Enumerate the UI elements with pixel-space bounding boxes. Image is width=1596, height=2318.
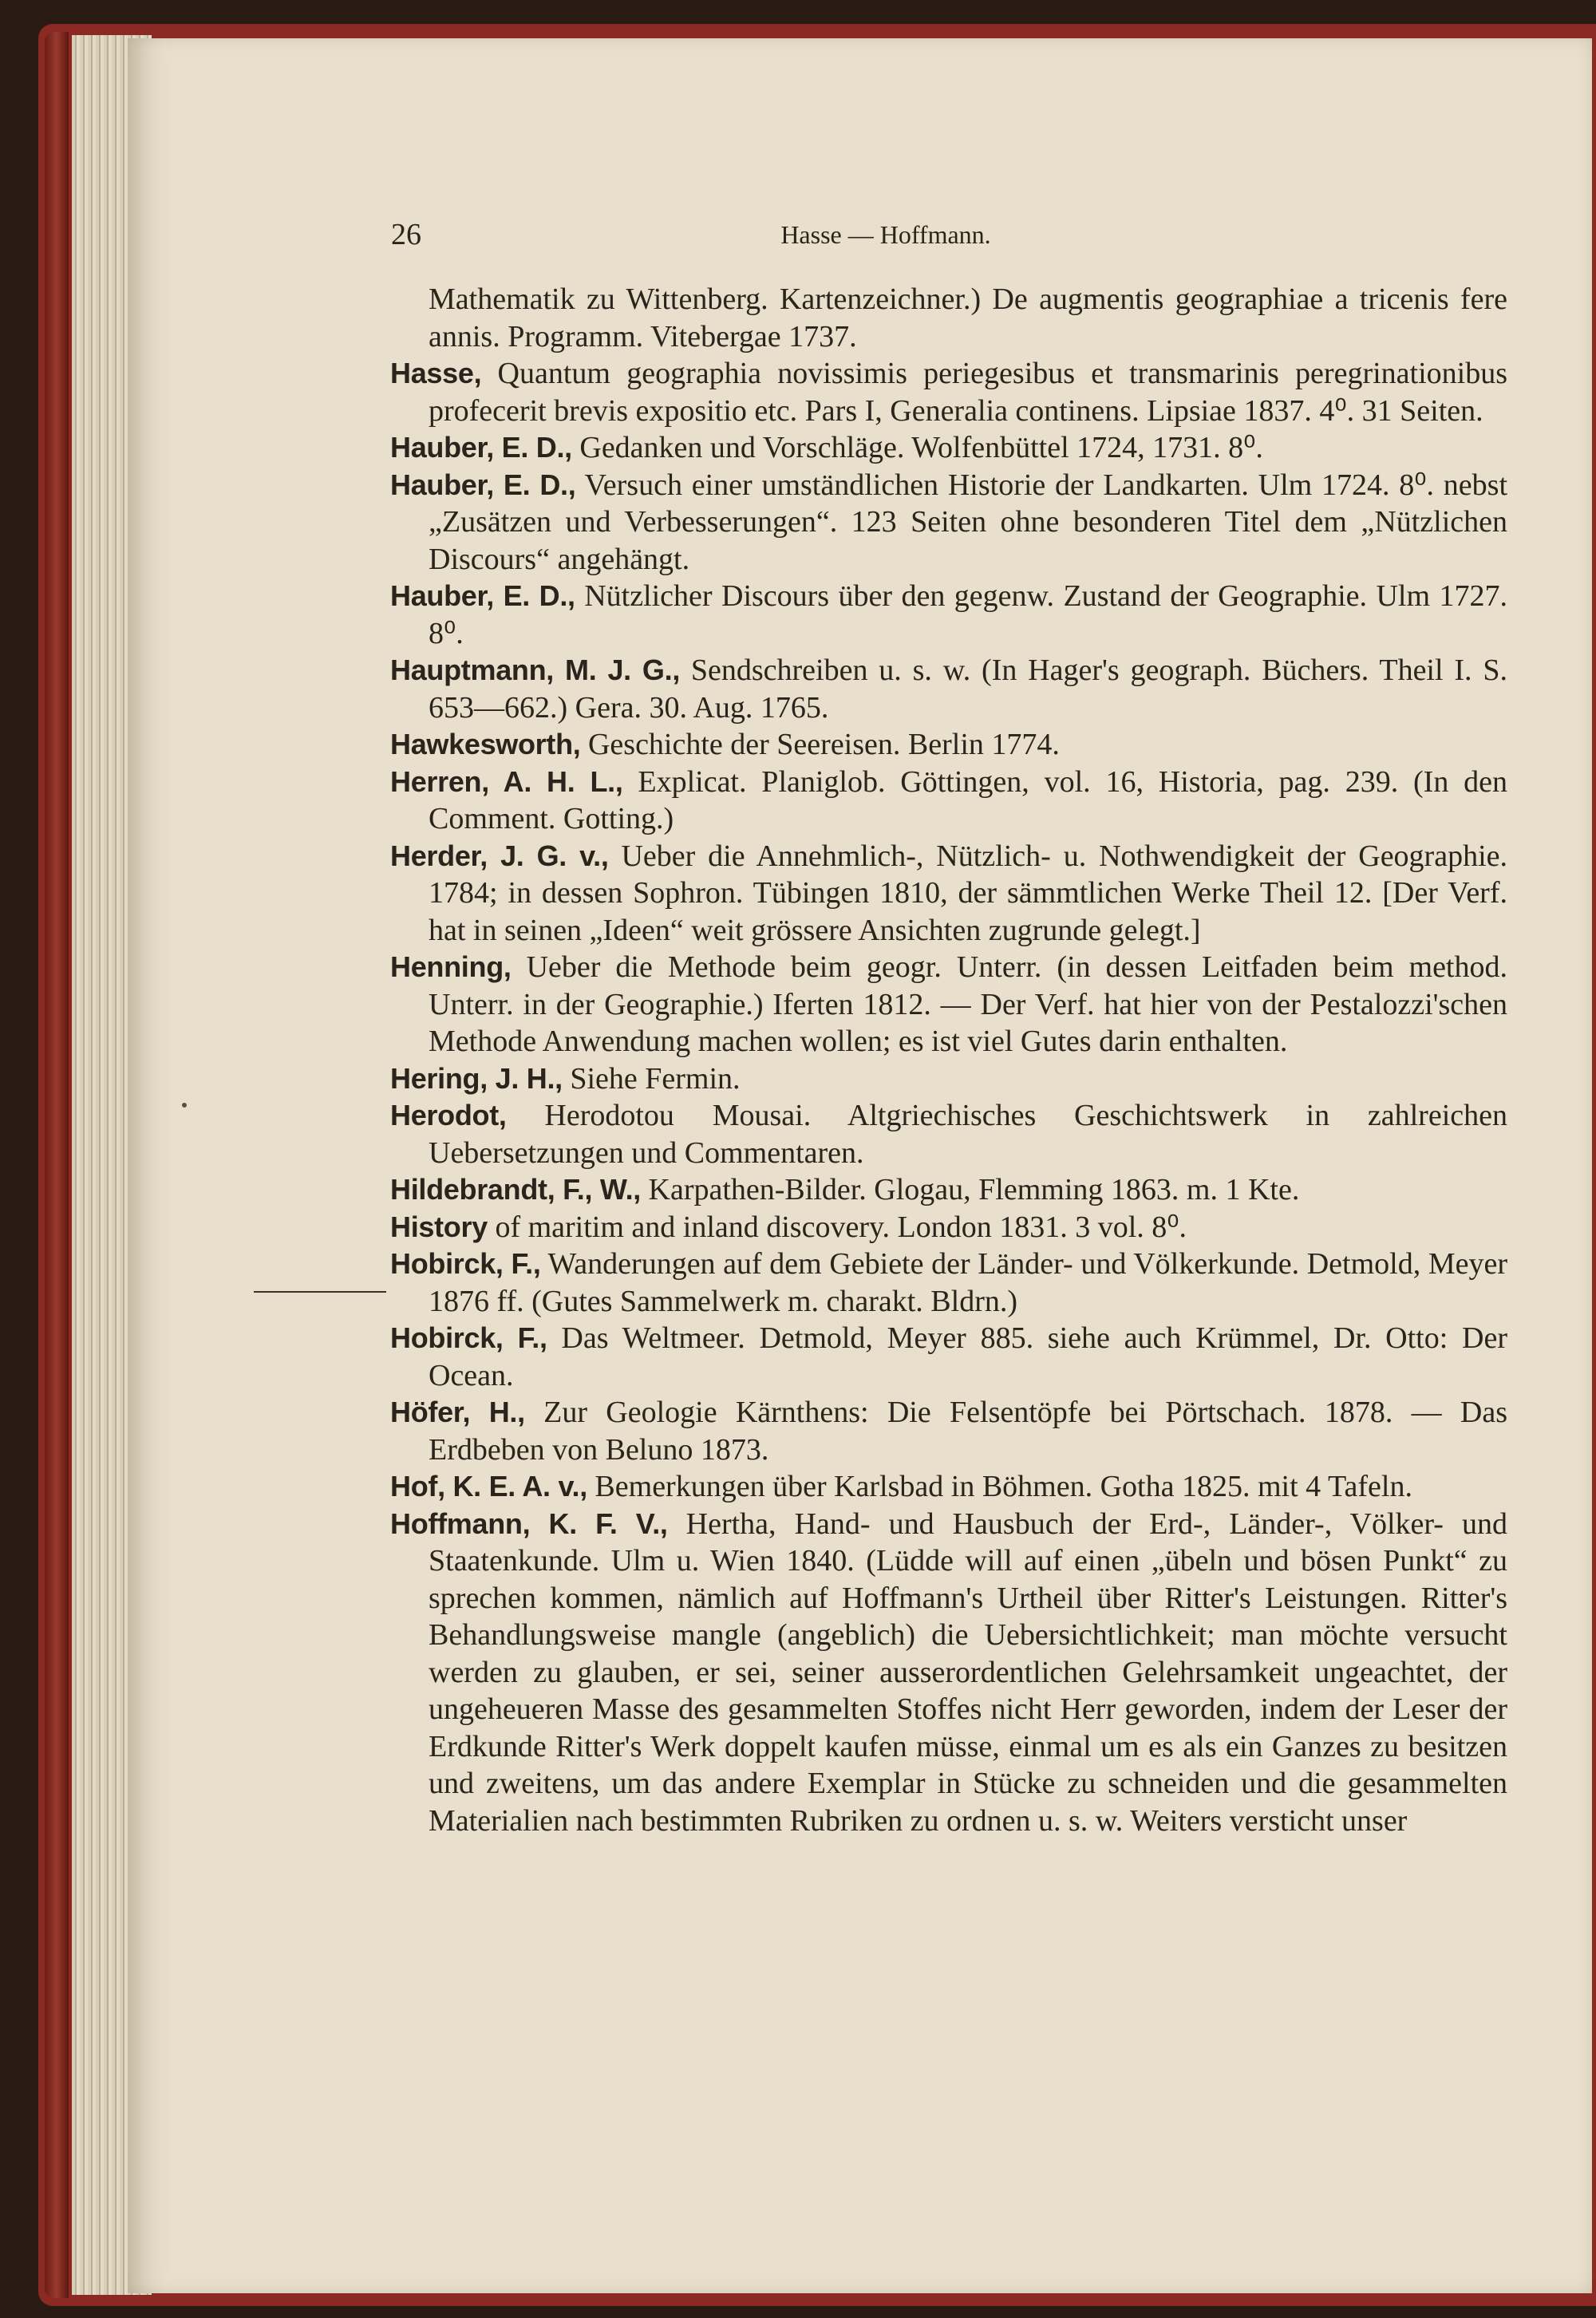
entry-text: Zur Geologie Kärnthens: Die Felsentöpfe bei Pörtschach. 1878. — Das Erdbeben von Beluno 1873. <box>429 1396 1507 1467</box>
margin-speck <box>182 1103 187 1108</box>
bibliography-entry <box>390 726 1507 764</box>
entry-author: Herder, J. G. v., <box>390 839 609 872</box>
bibliography-entry <box>390 355 1507 429</box>
bibliography-entry <box>390 1209 1507 1246</box>
entry-author: Hauber, E. D., <box>390 468 576 501</box>
entry-text: Quantum geographia novissimis periegesibus et transmarinis peregrinationibus profecerit brevis expositio etc. Pars I, Generalia continens. Lipsiae 1837. 4⁰. 31 Seiten. <box>429 357 1507 428</box>
running-title: Hasse — Hoffmann. <box>780 220 991 249</box>
entry-author: Hoffmann, K. F. V., <box>390 1507 668 1540</box>
continuation-text: Mathematik zu Wittenberg. Kartenzeichner.) De augmentis geographiae a tricenis fere annis. Programm. Vitebergae 1737. <box>429 282 1507 353</box>
entry-author: Hasse, <box>390 357 482 389</box>
entry-list <box>390 355 1507 1839</box>
bibliography-entry <box>390 1394 1507 1468</box>
bibliography-entry <box>390 1060 1507 1098</box>
entry-author: Hof, K. E. A. v., <box>390 1470 587 1503</box>
bibliography-entry <box>390 578 1507 652</box>
bibliography-text <box>390 281 1507 1839</box>
entry-text: Karpathen-Bilder. Glogau, Flemming 1863. m. 1 Kte. <box>641 1173 1300 1206</box>
entry-text: Wanderungen auf dem Gebiete der Länder- und Völkerkunde. Detmold, Meyer 1876 ff. (Gutes Sammelwerk m. charakt. Bldrn.) <box>429 1247 1508 1318</box>
page-number: 26 <box>391 218 421 251</box>
entry-text: Ueber die Methode beim geogr. Unterr. (in dessen Leitfaden beim method. Unterr. in der Geographie.) Iferten 1812. — Der Verf. hat hier von der Pestalozzi'schen Methode Anwendung machen wollen; es ist viel Gutes darin enthalten. <box>429 950 1507 1058</box>
entry-author: History <box>390 1210 488 1243</box>
entry-author: Hering, J. H., <box>390 1061 563 1095</box>
entry-author: Herodot, <box>390 1099 507 1131</box>
bibliography-entry <box>390 467 1507 579</box>
bibliography-entry <box>390 1468 1507 1506</box>
book-spine-edge <box>45 32 69 2298</box>
bibliography-entry <box>390 1097 1507 1171</box>
entry-text: Versuch einer umständlichen Historie der Landkarten. Ulm 1724. 8⁰. nebst „Zusätzen und Verbesserungen“. 123 Seiten ohne besonderen Titel dem „Nützlichen Discours“ angehängt. <box>429 468 1507 576</box>
bibliography-entry <box>390 1171 1507 1209</box>
entry-text: Geschichte der Seereisen. Berlin 1774. <box>580 728 1060 761</box>
bibliography-entry <box>390 1506 1507 1840</box>
bibliography-entry <box>390 429 1507 467</box>
entry-text: Nützlicher Discours über den gegenw. Zustand der Geographie. Ulm 1727. 8⁰. <box>429 579 1507 650</box>
bibliography-entry <box>390 764 1507 838</box>
entry-text: Explicat. Planiglob. Göttingen, vol. 16, Historia, pag. 239. (In den Comment. Gotting.) <box>429 764 1507 835</box>
entry-text: Sendschreiben u. s. w. (In Hager's geograph. Büchers. Theil I. S. 653—662.) Gera. 30. Aug. 1765. <box>429 654 1508 725</box>
bibliography-entry <box>390 1246 1507 1320</box>
entry-author: Henning, <box>390 950 512 983</box>
entry-text: Das Weltmeer. Detmold, Meyer 885. siehe auch Krümmel, Dr. Otto: Der Ocean. <box>429 1321 1507 1392</box>
entry-text: Herodotou Mousai. Altgriechisches Geschichtswerk in zahlreichen Uebersetzungen und Commentaren. <box>429 1099 1507 1170</box>
entry-author: Hildebrandt, F., W., <box>390 1173 642 1206</box>
entry-text: Siehe Fermin. <box>562 1061 741 1096</box>
entry-author: Hobirck, F., <box>390 1247 541 1280</box>
entry-text: Gedanken und Vorschläge. Wolfenbüttel 1724, 1731. 8⁰. <box>571 431 1263 464</box>
bibliography-entry <box>390 1320 1507 1394</box>
entry-text: of maritim and inland discovery. London 1831. 3 vol. 8⁰. <box>487 1210 1187 1244</box>
bibliography-entry <box>390 949 1507 1060</box>
entry-author: Hauber, E. D., <box>390 579 575 612</box>
bibliography-entry <box>390 838 1507 950</box>
entry-author: Hobirck, F., <box>390 1321 547 1354</box>
entry-author: Höfer, H., <box>390 1396 525 1428</box>
bibliography-entry <box>390 652 1507 726</box>
entry-author: Hauptmann, M. J. G., <box>390 654 681 686</box>
entry-text: Ueber die Annehmlich-, Nützlich- u. Nothwendigkeit der Geographie. 1784; in dessen Sophron. Tübingen 1810, der sämmtlichen Werke Theil 12. [Der Verf. hat in seinen „Ideen“ weit grössere Ansichten zugrunde gelegt.] <box>429 839 1507 947</box>
entry-author: Herren, A. H. L., <box>390 764 623 798</box>
entry-text: Hertha, Hand- und Hausbuch der Erd-, Länder-, Völker- und Staatenkunde. Ulm u. Wien 1840. (Lüdde will auf einen „übeln und bösen Punkt“ zu sprechen kommen, nämlich auf Hoffmann's Urtheil über Ritter's Leistungen. Ritter's Behandlungsweise mangle (angeblich) die Uebersichtlichkeit; man möchte versucht werden zu glauben, er sei, seiner ausserordentlichen Gelehrsamkeit ungeachtet, der ungeheueren Masse des gesammelten Stoffes nicht Herr geworden, indem der Leser der Erdkunde Ritter's Werk doppelt kaufen müsse, einmal um es als ein Ganzes zu besitzen und zweitens, um das andere Exemplar in Stücke zu schneiden und die gesammelten Materialien nach bestimmten Rubriken zu ordnen u. s. w. Weiters versticht unser <box>429 1507 1507 1838</box>
entry-author: Hauber, E. D., <box>390 431 572 464</box>
entry-author: Hawkesworth, <box>390 728 581 760</box>
margin-pencil-line <box>254 1291 386 1293</box>
page-header <box>263 204 1508 260</box>
entry-text: Bemerkungen über Karlsbad in Böhmen. Gotha 1825. mit 4 Tafeln. <box>587 1470 1412 1503</box>
